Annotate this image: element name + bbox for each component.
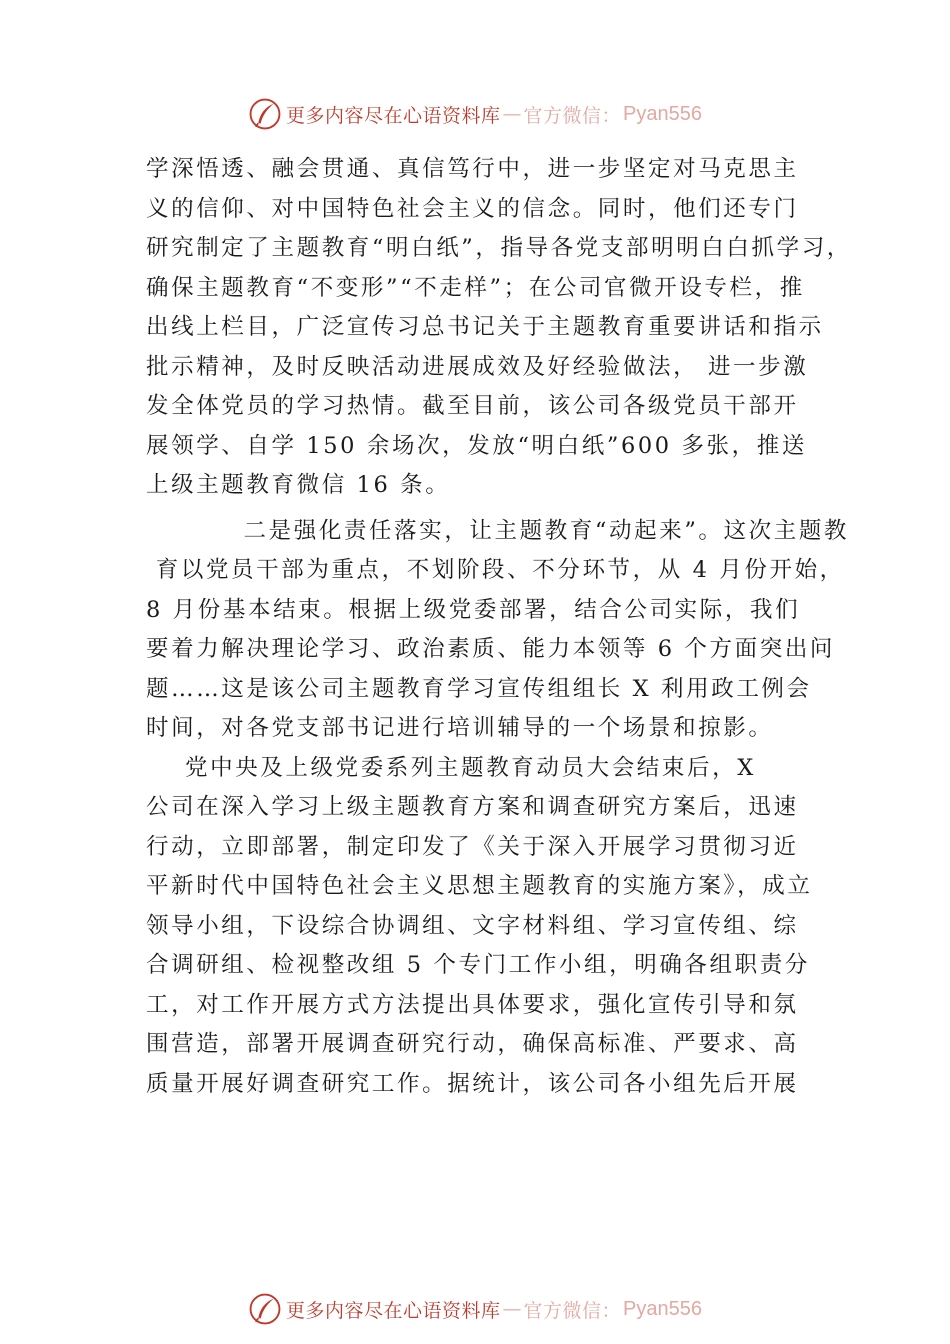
text-line: 领导小组，下设综合协调组、文字材料组、学习宣传组、综 [146,912,799,939]
text-line: 出线上栏目，广泛宣传习总书记关于主题教育重要讲话和指示 [146,314,824,340]
watermark-wechat-id: Pyan556 [623,102,702,125]
watermark-dash: — [502,103,522,125]
header-watermark-banner [0,94,950,134]
text-line: 发全体党员的学习热情。截至目前，该公司各级党员干部开 [146,393,799,419]
text-line: 党中央及上级党委系列主题教育动员大会结束后，X [146,754,756,781]
text-line: 时间，对各党支部书记进行培训辅导的一个场景和掠影。 [146,715,774,741]
text-line: 行动，立即部署，制定印发了《关于深入开展学习贯彻习近 [146,833,799,860]
text-line: 展领学、自学 150 余场次，发放“明白纸”600 多张，推送 [146,432,807,459]
watermark-wechat-id: Pyan556 [623,1297,702,1320]
text-line: 二是强化责任落实，让主题教育“动起来”。这次主题教 [146,517,850,544]
text-line: 育以党员干部为重点，不划阶段、不分环节，从 4 月份开始， [146,557,845,583]
watermark-brand-text: 更多内容尽在心语资料库 [286,1299,501,1322]
text-line: 上级主题教育微信 16 条。 [146,472,451,498]
text-line: 合调研组、检视整改组 5 个专门工作小组，明确各组职责分 [146,952,810,978]
text-line: 确保主题教育“不变形”“不走样”；在公司官微开设专栏，推 [146,274,805,301]
text-line: 义的信仰、对中国特色社会主义的信念。同时，他们还专门 [146,195,799,222]
text-line: 批示精神，及时反映活动进展成效及好经验做法， 进一步激 [146,353,809,380]
text-line: 研究制定了主题教育“明白纸”，指导各党支部明明白白抓学习， [146,235,852,261]
watermark-brand-text: 更多内容尽在心语资料库 [286,104,501,127]
text-line: 围营造，部署开展调查研究行动，确保高标准、严要求、高 [146,1031,799,1057]
feather-pen-logo-icon [248,1292,282,1326]
document-body [146,150,852,1104]
watermark-official-label: 官方微信： [523,104,622,127]
text-line: 质量开展好调查研究工作。据统计，该公司各小组先后开展 [146,1070,799,1097]
watermark-dash: — [502,1298,522,1320]
text-line: 8 月份基本结束。根据上级党委部署，结合公司实际，我们 [146,596,801,623]
text-line: 平新时代中国特色社会主义思想主题教育的实施方案》，成立 [146,873,813,899]
footer-watermark-banner [0,1289,950,1329]
text-line: 题……这是该公司主题教育学习宣传组组长 X 利用政工例会 [146,675,812,702]
text-line: 工，对工作开展方式方法提出具体要求，强化宣传引导和氛 [146,991,799,1018]
text-line: 学深悟透、融会贯通、真信笃行中，进一步坚定对马克思主 [146,156,799,182]
feather-pen-logo-icon [248,97,282,131]
text-line: 要着力解决理论学习、政治素质、能力本领等 6 个方面突出问 [146,636,836,662]
watermark-official-label: 官方微信： [523,1299,622,1322]
text-line: 公司在深入学习上级主题教育方案和调查研究方案后，迅速 [146,794,799,820]
